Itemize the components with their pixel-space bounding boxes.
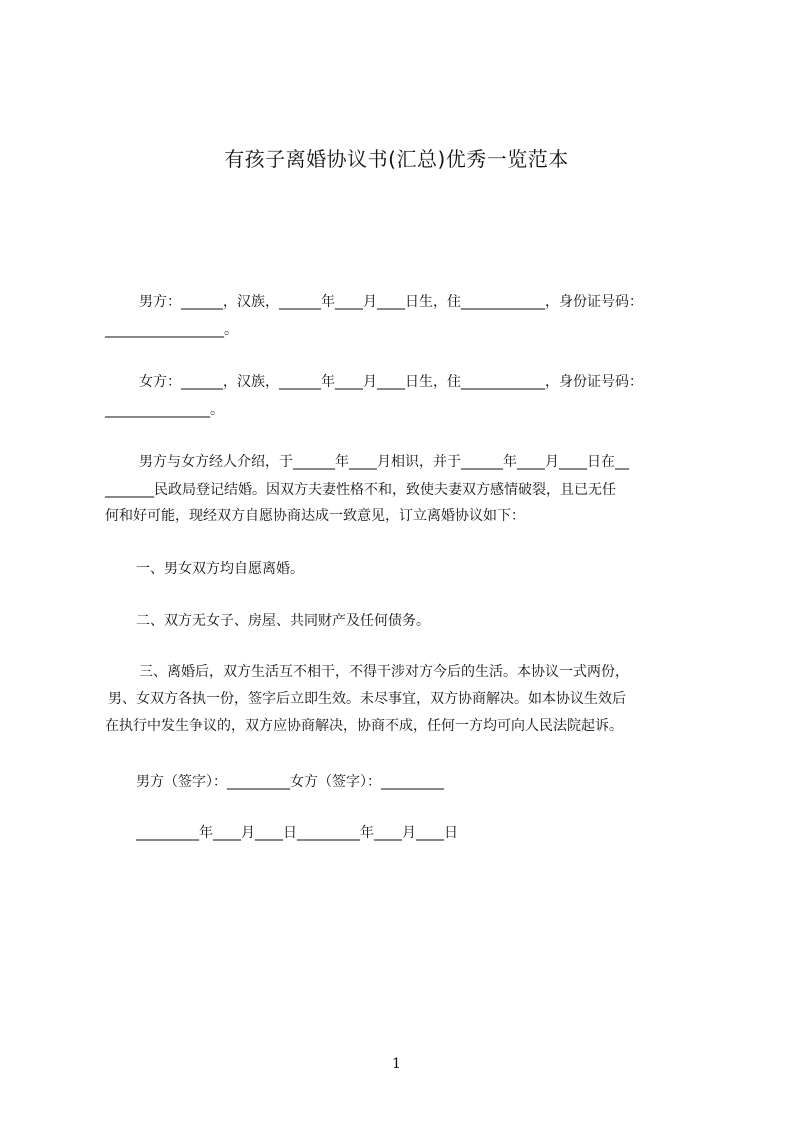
clause-2: 二、双方无女子、房屋、共同财产及任何债务。	[136, 613, 430, 629]
intro-line-3: 何和好可能，现经双方自愿协商达成一致意见，订立离婚协议如下：	[105, 508, 525, 524]
female-party-line-1: 女方：______，汉族，______年____月____日生，住____________，身份证号码：	[139, 374, 643, 390]
clause-1: 一、男女双方均自愿离婚。	[136, 561, 304, 577]
intro-line-2: _______民政局登记结婚。因双方夫妻性格不和，致使夫妻双方感情破裂，且已无任	[105, 482, 616, 498]
clause-3-line-3: 在执行中发生争议的，双方应协商解决，协商不成，任何一方均可向人民法院起诉。	[105, 718, 623, 734]
male-party-line-1: 男方：______，汉族，______年____月____日生，住____________，身份证号码：	[139, 294, 643, 310]
document-title: 有孩子离婚协议书(汇总)优秀一览范本	[224, 147, 569, 171]
page-number: 1	[392, 1056, 401, 1072]
male-party-line-2: _________________。	[105, 322, 238, 338]
clause-3-line-2: 男、女双方各执一份，签字后立即生效。未尽事宜，双方协商解决。如本协议生效后	[108, 691, 626, 707]
date-line: _________年____月____日_________年____月____日	[136, 825, 458, 841]
female-party-line-2: _______________。	[105, 402, 224, 418]
clause-3-line-1: 三、离婚后，双方生活互不相干，不得干涉对方今后的生活。本协议一式两份，	[139, 664, 629, 680]
signature-line: 男方（签字）：_________女方（签字）：_________	[136, 774, 444, 790]
intro-line-1: 男方与女方经人介绍，于______年____月相识，并于______年____月____日在__	[139, 454, 629, 470]
